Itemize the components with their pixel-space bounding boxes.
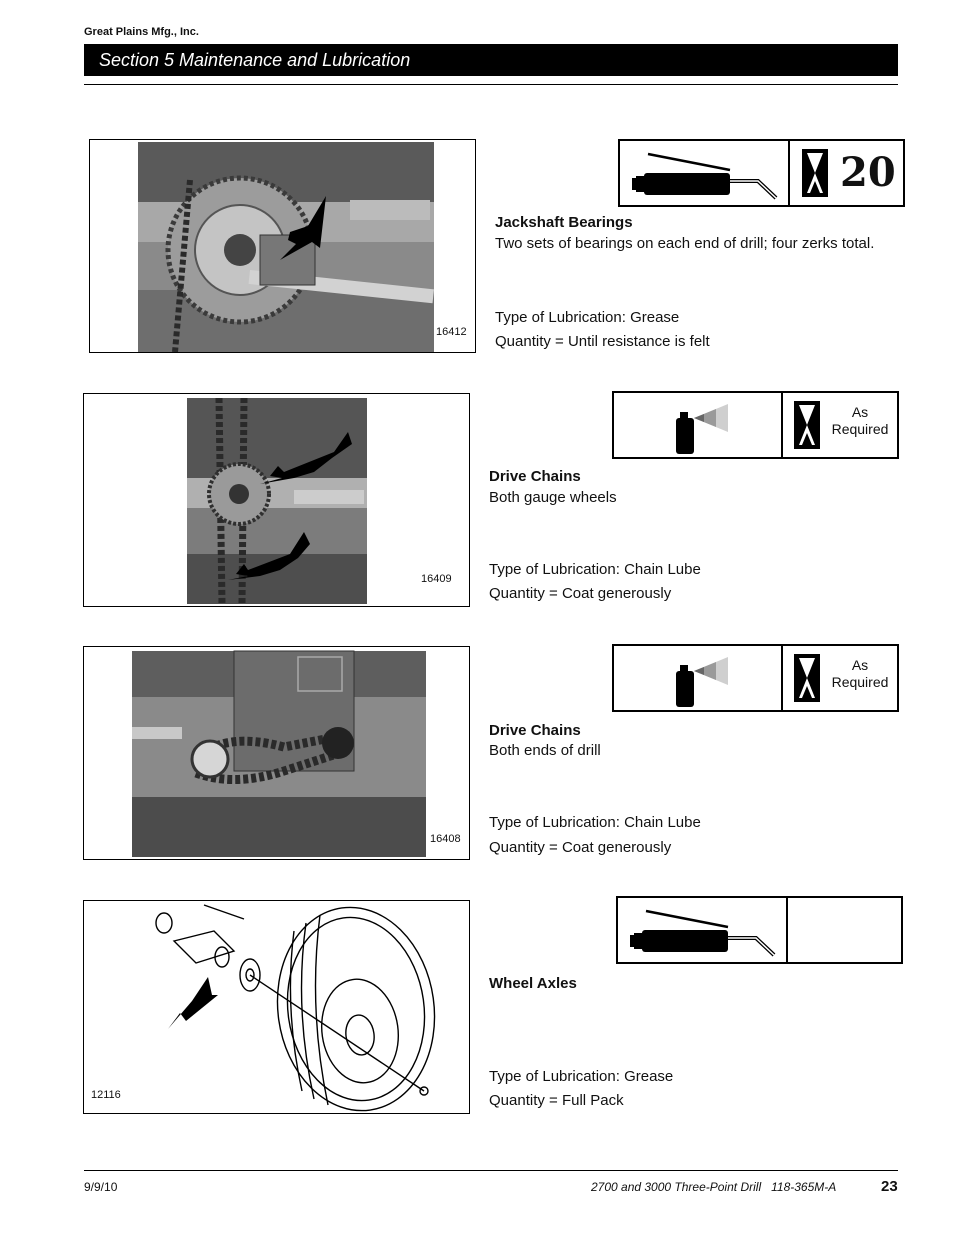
lubrication-type: Type of Lubrication: Grease [495,309,680,326]
figure-number: 12116 [91,1089,121,1101]
interval-text: As Required [831,657,889,690]
section-title: Section 5 Maintenance and Lubrication [99,50,411,70]
lubrication-quantity: Quantity = Coat generously [489,839,672,856]
company-name: Great Plains Mfg., Inc. [84,26,199,38]
entry-description: Both ends of drill [489,742,601,759]
drive-chains-gauge-photo [83,393,470,607]
spray-can-icon [672,653,736,707]
lubrication-type: Type of Lubrication: Chain Lube [489,561,701,578]
interval-hours: 20 [840,149,896,196]
hourglass-icon [794,401,820,449]
footer-date: 9/9/10 [84,1180,118,1194]
lubrication-quantity: Quantity = Coat generously [489,585,672,602]
grease-gun-icon [628,905,788,957]
hourglass-icon [802,149,828,197]
lubrication-type: Type of Lubrication: Grease [489,1068,674,1085]
entry-description: Both gauge wheels [489,489,617,506]
lube-interval-box [612,391,899,459]
figure-number: 16408 [430,833,461,845]
spray-can-icon [672,400,736,454]
drive-chains-ends-photo [83,646,470,860]
jackshaft-photo [89,139,476,353]
page-number: 23 [881,1178,898,1195]
header-divider [84,84,898,85]
entry-title: Drive Chains [489,722,581,739]
grease-gun-icon [630,148,790,200]
footer-divider [84,1170,898,1171]
footer-manual-title: 2700 and 3000 Three-Point Drill 118-365M-A [591,1180,837,1194]
figure-number: 16409 [421,573,452,585]
entry-description: Two sets of bearings on each end of drill; four zerks total. [495,235,875,252]
lubrication-quantity: Quantity = Until resistance is felt [495,333,710,350]
lube-interval-box [616,896,903,964]
interval-text: As Required [831,404,889,437]
entry-title: Drive Chains [489,468,581,485]
lubrication-quantity: Quantity = Full Pack [489,1092,624,1109]
lube-interval-box [612,644,899,712]
figure-number: 16412 [436,326,467,338]
lube-interval-box [618,139,905,207]
lubrication-type: Type of Lubrication: Chain Lube [489,814,701,831]
wheel-axles-drawing [83,900,470,1114]
entry-title: Jackshaft Bearings [495,214,633,231]
section-header-bar [84,44,898,76]
hourglass-icon [794,654,820,702]
entry-title: Wheel Axles [489,975,577,992]
